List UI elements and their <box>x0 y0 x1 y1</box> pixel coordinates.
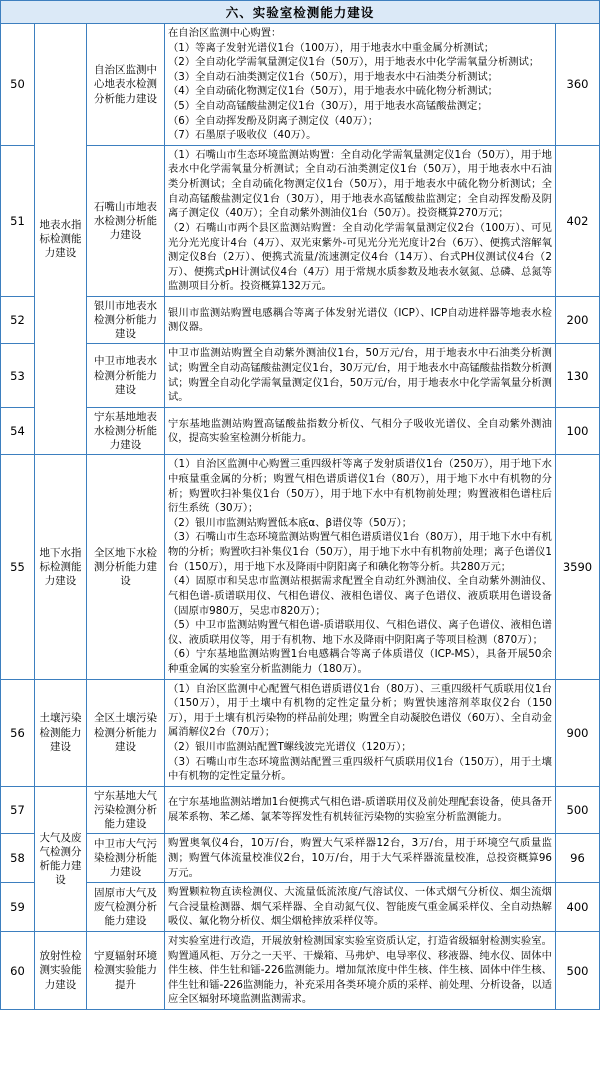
desc-line: （1）自治区监测中心配置气相色谱质谱仪1台（80万）、三重四级杆气质联用仪1台（150万），用于土壤中有机物的定性定量分析；购置快速溶剂萃取仪2台（150万），用于土壤有机污染物的样品前处理；购置全自动凝胶色谱仪（60万）、全自动金属消解仪2台（70万）； <box>168 682 552 739</box>
desc-line: 在宁东基地监测站增加1台便携式气相色谱-质谱联用仪及前处理配套设备，使具备开展苯系物、苯乙烯、氯苯等挥发性有机转征污染物的实验室分析监测能力。 <box>168 796 552 824</box>
table-row <box>1 932 600 1010</box>
project-name: 中卫市大气污染检测分析能力建设 <box>87 834 165 883</box>
table-row <box>1 407 600 455</box>
row-number: 54 <box>1 407 35 455</box>
desc-line: 购置奥氧仪4台，10万/台，购置大气采样器12台，3万/台，用于环境空气质量监测；购置气体流量校准仪2台，10万/台，用于大气采样器流量校准，总投资概算96万元。 <box>168 837 552 879</box>
table-row <box>1 24 600 146</box>
desc-line: （1）等离子发射光谱仪1台（100万），用于地表水中重金属分析测试； <box>168 41 495 54</box>
project-name: 宁东基地大气污染检测分析能力建设 <box>87 786 165 834</box>
page-title: 六、实验室检测能力建设 <box>1 1 600 24</box>
row-number: 59 <box>1 883 35 932</box>
row-number: 58 <box>1 834 35 883</box>
project-name: 全区地下水检测分析能力建设 <box>87 455 165 679</box>
desc-line: （2）银川市监测站配置T螺线波完光谱仪（120万）； <box>168 741 412 754</box>
project-description <box>165 834 556 883</box>
desc-line: （2）全自动化学需氧量测定仪1台（50万），用于地表水中化学需氧量分析测试； <box>168 56 540 69</box>
project-description <box>165 24 556 146</box>
project-description <box>165 455 556 679</box>
project-amount: 360 <box>555 24 599 146</box>
desc-line: 购置颗粒物直读检测仪、大流量低流浓度/气溶试仪、一体式烟气分析仪、烟尘流烟气合浸量检测器、烟气采样器、全自动氮气仪、智能废气重金属采样仪、全自动热解吸仪、氟化物分析仪、烟尘烟枪摔放采样仪等。 <box>168 886 552 928</box>
row-number: 57 <box>1 786 35 834</box>
desc-line: （1）自治区监测中心购置三重四级杆等离子发射质谱仪1台（250万），用于地下水中痕量重金属的分析；购置气相色谱质谱仪1台（80万），用于地下水中有机物的分析；购置吹扫补集仪1台（50万），用于地下水中有机物前处理；购置液相色谱柱后衍生系统（30万）； <box>168 458 552 515</box>
project-description <box>165 883 556 932</box>
project-amount: 900 <box>555 679 599 786</box>
row-category: 土壤污染检测能力建设 <box>35 679 87 786</box>
row-number: 56 <box>1 679 35 786</box>
table-row <box>1 145 600 296</box>
project-amount: 96 <box>555 834 599 883</box>
table-title-row <box>1 1 600 24</box>
desc-line: （7）石墨原子吸收仪（40万）。 <box>168 129 317 142</box>
table-row <box>1 834 600 883</box>
project-amount: 3590 <box>555 455 599 679</box>
project-name: 中卫市地表水检测分析能力建设 <box>87 344 165 407</box>
project-description <box>165 407 556 455</box>
desc-line: （6）宁东基地监测站购置1台电感耦合等离子体质谱仪（ICP-MS），具备开展50余种重金属的实验室分析监测能力（180万）。 <box>168 648 552 675</box>
row-category: 地下水指标检测能力建设 <box>35 455 87 679</box>
project-name: 宁东基地地表水检测分析能力建设 <box>87 407 165 455</box>
project-description <box>165 679 556 786</box>
desc-line: 银川市监测站购置电感耦合等离子体发射光谱仪（ICP）、ICP自动进样器等地表水检测仪器。 <box>168 306 552 334</box>
project-description <box>165 344 556 407</box>
table-row <box>1 679 600 786</box>
project-name: 宁夏辐射环境检测实验能力提升 <box>87 932 165 1010</box>
desc-line: （4）全自动硫化物测定仪1台（50万），用于地表水中硫化物分析测试； <box>168 85 498 98</box>
project-name: 全区土壤污染检测分析能力建设 <box>87 679 165 786</box>
row-number: 60 <box>1 932 35 1010</box>
desc-line: （3）全自动石油类测定仪1台（50万），用于地表水中石油类分析测试； <box>168 70 498 83</box>
desc-line: （5）中卫市监测站购置气相色谱-质谱联用仪、气相色谱仪、离子色谱仪、液相色谱仪、液质联用仪等，用于有机物、地下水及降雨中阴阳离子等项目检测（870万）； <box>168 619 552 646</box>
project-description <box>165 296 556 344</box>
project-amount: 500 <box>555 932 599 1010</box>
project-amount: 400 <box>555 883 599 932</box>
project-amount: 200 <box>555 296 599 344</box>
desc-line: （5）全自动高锰酸盐测定仪1台（30万），用于地表水高锰酸盐测定； <box>168 100 488 113</box>
row-category: 地表水指标检测能力建设 <box>35 24 87 455</box>
table-row <box>1 786 600 834</box>
desc-line: （2）石嘴山市两个县区监测站购置：全自动化学需氧量测定仪2台（100万）、可见光分光光度计4台（4万）、双光束紫外-可见光分光光度计2台（6万）、便携式溶解氧测定仪8台（2万）、便携式流量/流速测定仪4台（14万）、台式PH仪测试仪4台（2万）、便携式pH计测试仪4台（4万）用于常规水质参数及地表水氨氮、总磷、总氮等监测项目分析。投资概算132万元。 <box>168 221 552 293</box>
table-row <box>1 344 600 407</box>
row-category: 大气及废气检测分析能力建设 <box>35 786 87 931</box>
desc-line: （3）石嘴山市生态环境监测站配置三重四级杆气质联用仪1台（150万），用于土壤中有机物的定性定量分析。 <box>168 755 552 783</box>
project-description <box>165 145 556 296</box>
table-row <box>1 296 600 344</box>
desc-line: （4）固原市和吴忠市监测站根据需求配置全自动红外测油仪、全自动紫外测油仪、气相色谱-质谱联用仪、气相色谱仪、液相色谱仪、离子色谱仪、液质联用色谱设备（固原市980万，吴忠市820万）； <box>168 575 552 617</box>
desc-line: （2）银川市监测站购置低本底α、β谱仪等（50万）； <box>168 516 413 529</box>
desc-line: 在自治区监测中心购置： <box>168 27 282 39</box>
row-number: 52 <box>1 296 35 344</box>
project-description <box>165 932 556 1010</box>
table-row <box>1 455 600 679</box>
project-description <box>165 786 556 834</box>
project-name: 自治区监测中心地表水检测分析能力建设 <box>87 24 165 146</box>
desc-line: 对实验室进行改造，开展放射检测国家实验室资质认定，打造省级辐射检测实验室。购置通风柜、万分之一天平、干燥箱、马弗炉、电导率仪、移液器、纯水仪、固体中伴生核、伴生钍和镭-226监测能力。增加氚浓度中伴生核、伴生核、固体中伴生核、伴生钍和镭-226监测能力，补充采用各类环境介质的采样、前处理、分析设备，以适应全区辐射环境监测监测需求。 <box>168 935 552 1006</box>
project-amount: 130 <box>555 344 599 407</box>
project-name: 银川市地表水检测分析能力建设 <box>87 296 165 344</box>
project-name: 石嘴山市地表水检测分析能力建设 <box>87 145 165 296</box>
desc-line: （3）石嘴山市生态环境监测站购置气相色谱质谱仪1台（80万），用于地下水中有机物的分析；购置吹扫补集仪1台（50万），用于地下水中有机物前处理；离子色谱仪1台（150万），用于地下水及降雨中阴阳离子和碘化物等分析。共280万元； <box>168 531 552 573</box>
table-row <box>1 883 600 932</box>
row-number: 53 <box>1 344 35 407</box>
project-amount: 100 <box>555 407 599 455</box>
project-name: 固原市大气及废气检测分析能力建设 <box>87 883 165 932</box>
row-number: 55 <box>1 455 35 679</box>
desc-line: 宁东基地监测站购置高锰酸盐指数分析仪、气相分子吸收光谱仪、全自动紫外测油仪，提高实验室检测分析能力。 <box>168 417 552 445</box>
desc-line: （1）石嘴山市生态环境监测站购置：全自动化学需氧量测定仪1台（50万），用于地表水中化学需氧量分析测试；全自动石油类测定仪1台（50万），用于地表水中石油类分析测试；全自动硫化物测定仪1台（50万），用于地表水中硫化物分析测试；全自动高锰酸盐测定仪1台（30万），用于地表水高锰酸盐监测定；全自动挥发酚及阴离子测定仪（40万）；全自动紫外测油仪1台（50万）。投资概算270万元； <box>168 148 552 220</box>
row-number: 51 <box>1 145 35 296</box>
desc-line: （6）全自动挥发酚及阴离子测定仪（40万）； <box>168 114 379 127</box>
row-category: 放射性检测实验能力建设 <box>35 932 87 1010</box>
project-amount: 402 <box>555 145 599 296</box>
row-number: 50 <box>1 24 35 146</box>
project-amount: 500 <box>555 786 599 834</box>
desc-line: 中卫市监测站购置全自动紫外测油仪1台，50万元/台，用于地表水中石油类分析测试；购置全自动高锰酸盐测定仪1台，30万元/台，用于地表水中高锰酸盐指数分析测试；购置全自动化学需氧量测定仪1台，50万元/台，用于地表水中化学需氧量分析测试。 <box>168 347 552 404</box>
